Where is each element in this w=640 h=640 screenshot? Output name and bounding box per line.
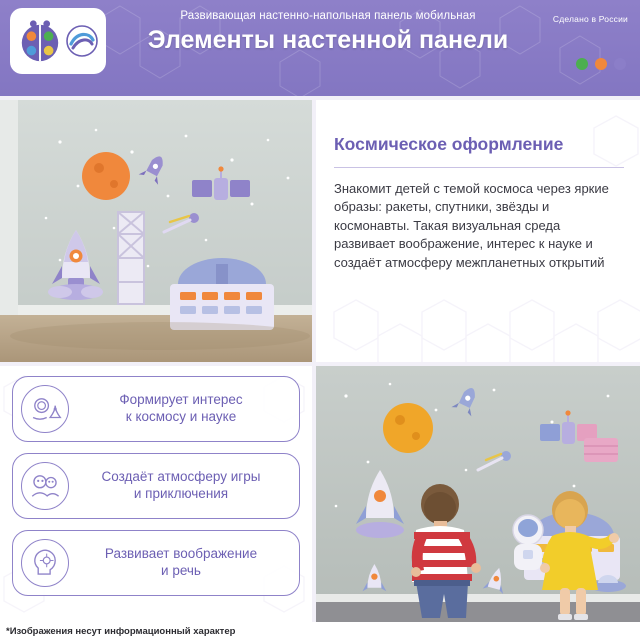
- feature-line-1: Формирует интерес: [119, 392, 243, 408]
- page-title: Элементы настенной панели: [147, 26, 509, 54]
- feature-text: [79, 546, 289, 580]
- description-panel: [316, 100, 640, 362]
- features-list: [0, 366, 312, 622]
- logo-badge[interactable]: [10, 8, 106, 74]
- feature-item[interactable]: [12, 530, 300, 596]
- dot-purple: [614, 58, 626, 70]
- made-in-russia-label: Сделано в России: [552, 14, 628, 24]
- dot-orange: [595, 58, 607, 70]
- room-photo: [0, 100, 312, 362]
- page-header: [0, 0, 640, 96]
- content-grid: [0, 96, 640, 640]
- dot-green: [576, 58, 588, 70]
- color-dots: [576, 58, 626, 70]
- room-photo-illustration: [0, 100, 312, 362]
- panel-divider: [334, 167, 624, 168]
- header-subtitle: Развивающая настенно-напольная панель мобильная: [180, 10, 476, 22]
- feature-line-1: Создаёт атмосферу игры: [101, 469, 261, 485]
- feature-text: [79, 469, 289, 503]
- ladybug-logo-icon: [17, 18, 63, 64]
- feature-item[interactable]: [12, 453, 300, 519]
- feature-line-2: к космосу и науке: [125, 409, 237, 424]
- footnote: *Изображения несут информационный характер: [0, 622, 640, 640]
- astronaut-rocket-icon: [21, 385, 69, 433]
- two-kids-icon: [21, 462, 69, 510]
- kids-photo: [316, 366, 640, 622]
- feature-line-2: и приключения: [133, 486, 229, 501]
- swirl-logo-icon: [65, 24, 99, 58]
- panel-body-text: Знакомит детей с темой космоса через яркие образы: ракеты, спутники, звёзды и космонавты. Такая визуальная среда развивает воображение, интерес к науке и создаёт атмосферу межпланетных открытий: [334, 181, 609, 270]
- feature-line-1: Развивает воображение: [104, 546, 258, 562]
- panel-title: Космическое оформление: [334, 134, 564, 154]
- feature-text: [79, 392, 289, 426]
- head-thought-icon: [21, 539, 69, 587]
- feature-line-2: и речь: [161, 563, 201, 578]
- feature-item[interactable]: [12, 376, 300, 442]
- kids-photo-illustration: [316, 366, 640, 622]
